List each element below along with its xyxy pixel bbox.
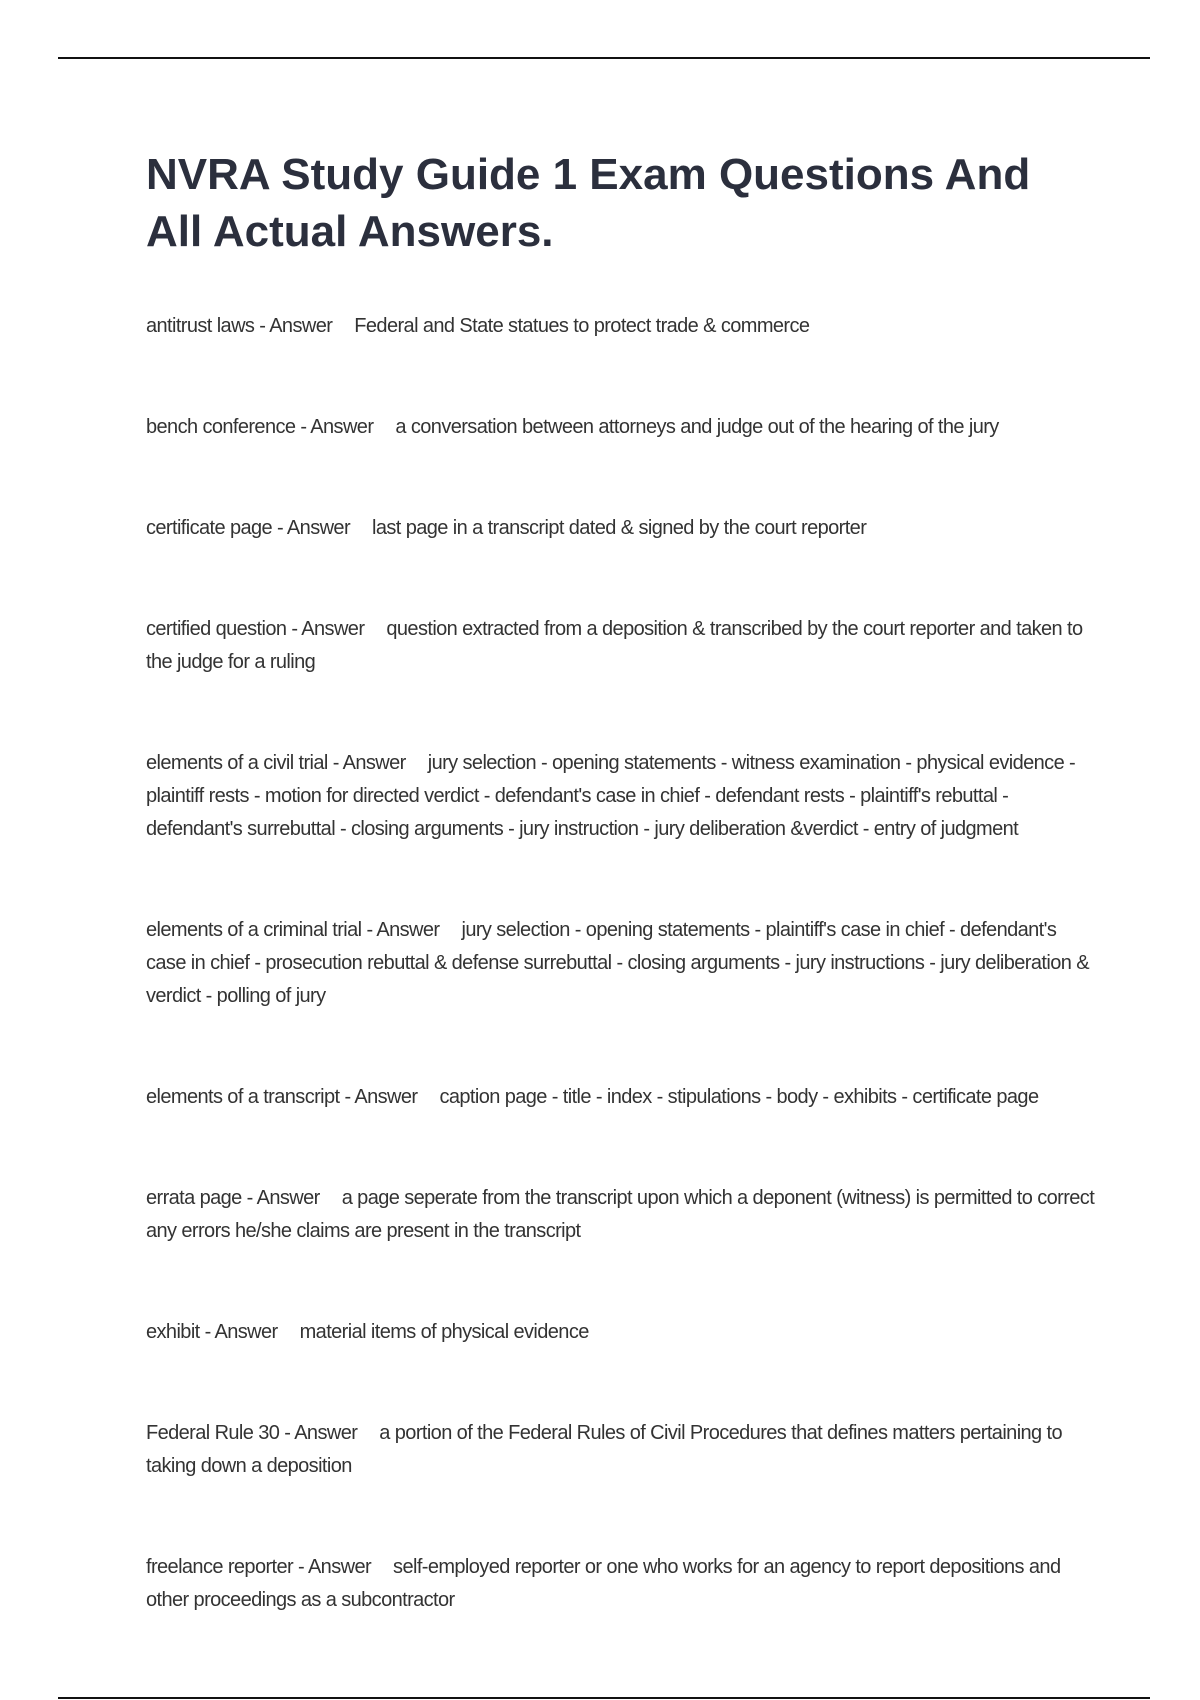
answer-label: - Answer [284, 1422, 358, 1444]
entry-answer: jury selection - opening statements - plaintiff's case in chief - defendant's case in chief - prosecution rebuttal & defense surrebuttal - closing arguments - jury instructions - jury deliberation & verdict - polling of jury [146, 919, 1089, 1007]
qa-entry [146, 310, 1096, 343]
entry-answer: self-employed reporter or one who works for an agency to report depositions and other proceedings as a subcontractor [146, 1556, 1061, 1611]
entry-term: elements of a civil trial [146, 752, 328, 774]
entry-term: freelance reporter [146, 1556, 294, 1578]
qa-entry [146, 613, 1096, 679]
qa-entry [146, 747, 1096, 846]
entry-term: Federal Rule 30 [146, 1422, 280, 1444]
answer-label: - Answer [298, 1556, 372, 1578]
entry-term: errata page [146, 1187, 242, 1209]
answer-label: - Answer [366, 919, 440, 941]
qa-entry [146, 1081, 1096, 1114]
entry-term: bench conference [146, 416, 296, 438]
qa-entry [146, 411, 1096, 444]
entry-term: antitrust laws [146, 315, 255, 337]
entry-term: certified question [146, 618, 287, 640]
entry-term: exhibit [146, 1321, 200, 1343]
entry-answer: Federal and State statues to protect trade & commerce [354, 315, 810, 337]
qa-entry [146, 914, 1096, 1013]
footer-rule [58, 1697, 1150, 1699]
qa-entry [146, 512, 1096, 545]
document-title: NVRA Study Guide 1 Exam Questions And All Actual Answers. [146, 150, 1031, 256]
answer-label: - Answer [291, 618, 365, 640]
header-rule [58, 57, 1150, 59]
qa-entry [146, 1417, 1096, 1483]
entry-answer: caption page - title - index - stipulations - body - exhibits - certificate page [439, 1086, 1039, 1108]
answer-label: - Answer [259, 315, 333, 337]
entry-term: elements of a transcript [146, 1086, 340, 1108]
entry-answer: material items of physical evidence [299, 1321, 589, 1343]
answer-label: - Answer [204, 1321, 278, 1343]
qa-entry [146, 1182, 1096, 1248]
entry-answer: jury selection - opening statements - witness examination - physical evidence - plaintiff rests - motion for directed verdict - defendant's case in chief - defendant rests - plaintiff's rebuttal - defendant's surrebuttal - closing arguments - jury instruction - jury deliberation &verdict - entry of judgment [146, 752, 1076, 840]
answer-label: - Answer [246, 1187, 320, 1209]
document-body [146, 146, 1096, 1685]
answer-label: - Answer [332, 752, 406, 774]
entry-answer: a portion of the Federal Rules of Civil Procedures that defines matters pertaining to taking down a deposition [146, 1422, 1063, 1477]
entry-term: certificate page [146, 517, 273, 539]
answer-label: - Answer [277, 517, 351, 539]
entry-answer: last page in a transcript dated & signed by the court reporter [372, 517, 867, 539]
answer-label: - Answer [344, 1086, 418, 1108]
answer-label: - Answer [300, 416, 374, 438]
entry-answer: a conversation between attorneys and judge out of the hearing of the jury [395, 416, 999, 438]
qa-entry [146, 1551, 1096, 1617]
entry-list [146, 310, 1096, 1617]
entry-term: elements of a criminal trial [146, 919, 362, 941]
entry-answer: a page seperate from the transcript upon which a deponent (witness) is permitted to correct any errors he/she claims are present in the transcript [146, 1187, 1095, 1242]
qa-entry [146, 1316, 1096, 1349]
entry-answer: question extracted from a deposition & transcribed by the court reporter and taken to the judge for a ruling [146, 618, 1083, 673]
